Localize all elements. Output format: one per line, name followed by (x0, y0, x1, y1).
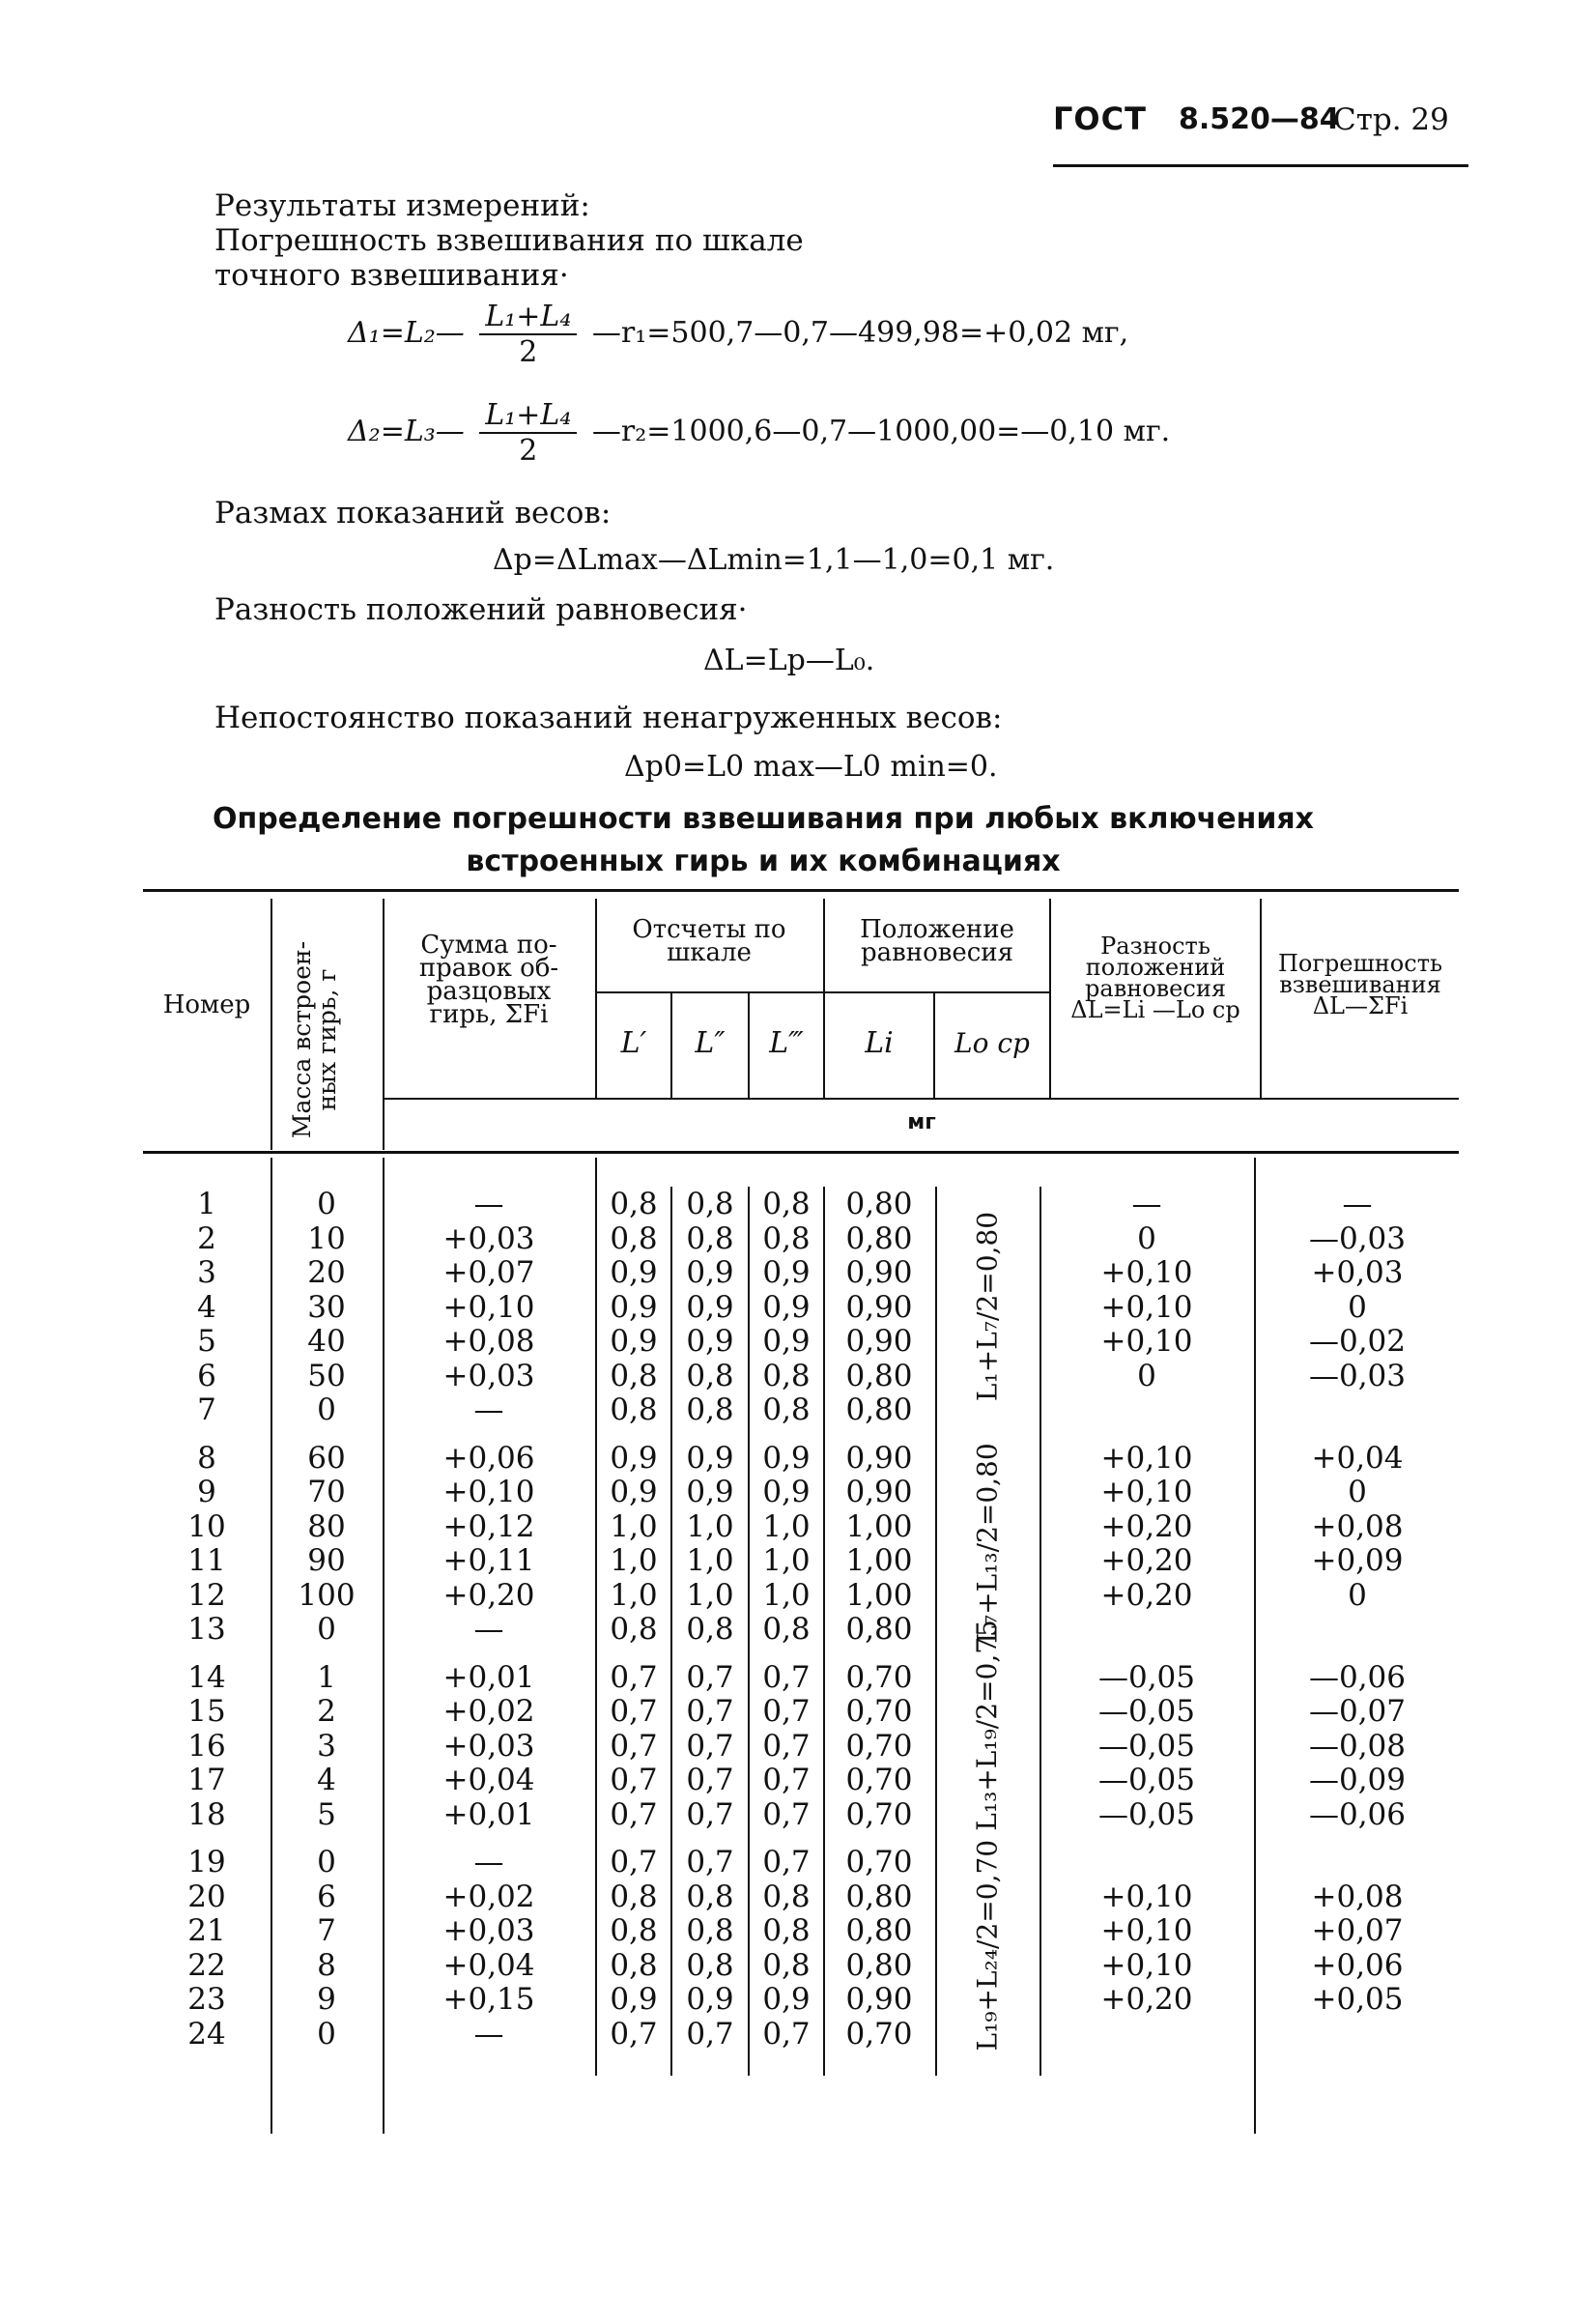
diff-equation: ΔL=Lp—L₀. (703, 644, 875, 677)
table-cell-li: 0,90 (845, 1475, 913, 1509)
table-cell-n: 23 (187, 1982, 226, 2017)
table-cell-c: 0,7 (762, 1763, 811, 1797)
table-cell-li: 0,80 (845, 1947, 913, 1983)
table-cell-a: 0,9 (610, 1440, 658, 1476)
table-cell-d (1043, 2017, 1250, 2051)
table-cell-d: —0,05 (1097, 1694, 1196, 1729)
header-l2: L″ (695, 1026, 726, 1060)
table-cell-a: 0,9 (610, 1982, 658, 2017)
eq1-fraction (479, 300, 577, 369)
header-mass: Масса встроен- ных гирь, г (288, 940, 341, 1139)
table-cell-a: 0,8 (610, 1358, 658, 1393)
table-cell-b: 0,9 (686, 1255, 734, 1290)
table-cell-m: 10 (307, 1220, 346, 1256)
table-cell-n: 24 (187, 2016, 226, 2051)
table-cell-e: —0,06 (1308, 1659, 1407, 1695)
table-cell-n: 17 (187, 1763, 226, 1797)
eq1-rhs: —r₁=500,7—0,7—499,98=+0,02 мг, (591, 316, 1129, 350)
table-cell-m: 0 (317, 1392, 336, 1427)
table-cell-m: 0 (317, 1845, 336, 1879)
table-cell-s: +0,02 (442, 1694, 535, 1729)
page-header (1053, 100, 1468, 167)
table-cell-e: +0,03 (1311, 1255, 1404, 1290)
table-cell-li: 0,70 (845, 1728, 913, 1764)
table-cell-c: 0,9 (762, 1475, 811, 1509)
table-cell-n: 16 (187, 1728, 226, 1764)
diff-label: Разность положений равновесия· (214, 592, 748, 627)
table-cell-e: +0,08 (1311, 1508, 1404, 1544)
table-cell-m: 2 (317, 1694, 336, 1729)
table-cell-m: 100 (298, 1577, 356, 1613)
table-cell-s: +0,03 (442, 1220, 535, 1256)
table-cell-n: 14 (187, 1659, 226, 1695)
table-cell-a: 0,9 (610, 1475, 658, 1509)
header-error: Погрешность взвешивания ΔL—ΣFi (1277, 950, 1443, 1019)
error-line1: Погрешность взвешивания по шкале (214, 223, 804, 258)
gost-number: 8.520—84 (1179, 102, 1340, 136)
table-cell-e: —0,09 (1308, 1763, 1407, 1797)
table-cell-s: +0,11 (442, 1543, 535, 1578)
table-cell-s: +0,06 (442, 1440, 535, 1476)
table-cell-m: 40 (307, 1324, 346, 1359)
table-cell-c: 0,8 (762, 1879, 811, 1914)
table-cell-c: 0,8 (762, 1947, 811, 1983)
table-cell-s: — (473, 2016, 504, 2051)
header-readings: Отсчеты по шкале (632, 915, 786, 967)
table-cell-c: 0,7 (762, 1845, 811, 1879)
table-cell-m: 3 (317, 1728, 336, 1764)
table-cell-d: +0,20 (1100, 1577, 1193, 1613)
table-cell-c: 0,9 (762, 1289, 811, 1325)
table-cell-d: —0,05 (1097, 1796, 1196, 1832)
table-cell-e (1256, 1845, 1459, 1879)
table-cell-c: 0,8 (762, 1612, 811, 1647)
table-cell-d: +0,20 (1100, 1982, 1193, 2017)
table-cell-c: 0,7 (762, 1694, 811, 1729)
table-cell-e (1256, 1612, 1459, 1647)
header-li: Li (865, 1026, 894, 1060)
range-label: Размах показаний весов: (214, 496, 612, 531)
eq2-lhs: Δ₂=L₃— (348, 415, 465, 448)
table-cell-li: 1,00 (845, 1577, 913, 1613)
table-cell-b: 0,9 (686, 1289, 734, 1325)
equilibrium-bracket: L₁+L₇/2=0,80 (971, 1212, 1003, 1402)
table-cell-c: 0,7 (762, 1796, 811, 1832)
page-number: Стр. 29 (1333, 102, 1449, 137)
col-sep-2 (383, 1158, 385, 2134)
equilibrium-bracket: L₁₉+L₂₄/2=0,70 (971, 1839, 1003, 2051)
table-cell-e: +0,07 (1311, 1913, 1404, 1948)
table-cell-d: 0 (1137, 1358, 1156, 1393)
table-cell-n: 19 (187, 1845, 226, 1879)
table-cell-d: —0,05 (1097, 1659, 1196, 1695)
table-cell-c: 0,8 (762, 1392, 811, 1427)
table-cell-n: 9 (197, 1475, 216, 1509)
table-cell-n: 2 (197, 1220, 216, 1256)
table-cell-s: +0,03 (442, 1913, 535, 1948)
table-cell-s: +0,04 (442, 1763, 535, 1797)
table-cell-d: +0,10 (1100, 1324, 1193, 1359)
table-cell-d: +0,10 (1100, 1947, 1193, 1983)
table-cell-m: 5 (317, 1796, 336, 1832)
eq2-fraction (479, 398, 577, 468)
table-cell-s: +0,12 (442, 1508, 535, 1544)
table-cell-d (1043, 1612, 1250, 1647)
table-cell-li: 0,80 (845, 1913, 913, 1948)
table-cell-s: +0,01 (442, 1659, 535, 1695)
table-cell-a: 0,8 (610, 1612, 658, 1647)
table-cell-b: 0,9 (686, 1475, 734, 1509)
col-sep-1h (271, 899, 272, 1150)
table-cell-b: 0,8 (686, 1187, 734, 1221)
table-cell-m: 9 (317, 1982, 336, 2017)
table-title-line2: встроенных гирь и их комбинациях (466, 845, 1061, 878)
table-cell-n: 3 (197, 1255, 216, 1290)
table-cell-b: 0,8 (686, 1913, 734, 1948)
table-cell-n: 6 (197, 1358, 216, 1393)
table-cell-e: 0 (1348, 1289, 1367, 1325)
table-cell-a: 0,9 (610, 1255, 658, 1290)
table-cell-li: 0,80 (845, 1612, 913, 1647)
table-cell-n: 10 (187, 1508, 226, 1544)
table-cell-e: — (1342, 1187, 1373, 1221)
table-cell-s: — (473, 1612, 504, 1647)
table-cell-a: 0,8 (610, 1392, 658, 1427)
table-cell-b: 0,7 (686, 2016, 734, 2051)
table-cell-n: 18 (187, 1796, 226, 1832)
table-cell-li: 0,70 (845, 1694, 913, 1729)
table-cell-li: 0,90 (845, 1289, 913, 1325)
table-cell-m: 6 (317, 1879, 336, 1914)
gost-label: ГОСТ (1053, 100, 1147, 137)
table-cell-n: 11 (187, 1543, 226, 1578)
table-cell-d (1043, 1845, 1250, 1879)
table-cell-b: 1,0 (686, 1543, 734, 1578)
table-cell-b: 0,7 (686, 1796, 734, 1832)
table-cell-n: 13 (187, 1612, 226, 1647)
table-cell-a: 0,7 (610, 1796, 658, 1832)
table-cell-b: 1,0 (686, 1508, 734, 1544)
table-cell-m: 60 (307, 1440, 346, 1476)
table-cell-c: 0,9 (762, 1982, 811, 2017)
eq1-num: L₁+L₄ (479, 300, 577, 335)
table-top-rule (143, 889, 1459, 892)
unit-rule (385, 1098, 1459, 1100)
table-cell-e: —0,08 (1308, 1728, 1407, 1764)
table-cell-c: 0,7 (762, 2016, 811, 2051)
table-cell-b: 1,0 (686, 1577, 734, 1613)
eq1-den: 2 (519, 335, 538, 369)
table-cell-a: 1,0 (610, 1508, 658, 1544)
table-cell-d: 0 (1137, 1220, 1156, 1256)
eq1-lhs: Δ₁=L₂— (348, 316, 465, 350)
table-cell-b: 0,9 (686, 1440, 734, 1476)
table-cell-a: 0,8 (610, 1913, 658, 1948)
table-cell-m: 4 (317, 1763, 336, 1797)
table-cell-s: — (473, 1187, 504, 1221)
eq2-den: 2 (519, 434, 538, 468)
table-cell-n: 1 (197, 1187, 216, 1221)
table-cell-b: 0,7 (686, 1659, 734, 1695)
table-cell-e: 0 (1348, 1475, 1367, 1509)
table-cell-d: — (1131, 1187, 1162, 1221)
header-number: Номер (162, 990, 251, 1019)
table-cell-b: 0,8 (686, 1358, 734, 1393)
table-cell-a: 0,8 (610, 1220, 658, 1256)
table-cell-a: 0,7 (610, 2016, 658, 2051)
table-cell-n: 7 (197, 1392, 216, 1427)
table-cell-a: 0,7 (610, 1728, 658, 1764)
table-cell-c: 1,0 (762, 1543, 811, 1578)
table-cell-m: 20 (307, 1255, 346, 1290)
table-cell-c: 0,9 (762, 1324, 811, 1359)
table-cell-s: +0,07 (442, 1255, 535, 1290)
table-cell-a: 0,7 (610, 1659, 658, 1695)
table-cell-li: 1,00 (845, 1543, 913, 1578)
table-cell-m: 8 (317, 1947, 336, 1983)
results-label: Результаты измерений: (214, 188, 590, 223)
table-cell-c: 0,8 (762, 1220, 811, 1256)
table-cell-b: 0,9 (686, 1982, 734, 2017)
header-diff: Разность положений равновесия ΔL=Li —Lо ср (1070, 932, 1240, 1023)
table-cell-li: 0,90 (845, 1255, 913, 1290)
table-cell-s: +0,02 (442, 1879, 535, 1914)
table-cell-d: +0,10 (1100, 1879, 1193, 1914)
table-cell-b: 0,7 (686, 1728, 734, 1764)
equilibrium-bracket: L₇+L₁₃/2=0,80 (971, 1443, 1003, 1644)
table-cell-e: +0,08 (1311, 1879, 1404, 1914)
table-cell-li: 0,90 (845, 1440, 913, 1476)
eq2-num: L₁+L₄ (479, 398, 577, 434)
table-cell-li: 0,70 (845, 1659, 913, 1695)
header-unit: мг (907, 1110, 936, 1134)
table-cell-e (1256, 1392, 1459, 1427)
table-cell-s: +0,04 (442, 1947, 535, 1983)
table-cell-a: 0,7 (610, 1694, 658, 1729)
table-cell-m: 1 (317, 1659, 336, 1695)
table-cell-b: 0,8 (686, 1879, 734, 1914)
table-cell-s: +0,10 (442, 1289, 535, 1325)
table-cell-s: +0,08 (442, 1324, 535, 1359)
table-cell-li: 0,90 (845, 1982, 913, 2017)
eq2-rhs: —r₂=1000,6—0,7—1000,00=—0,10 мг. (591, 415, 1171, 448)
table-cell-a: 0,8 (610, 1947, 658, 1983)
table-cell-d: +0,20 (1100, 1543, 1193, 1578)
table-cell-a: 1,0 (610, 1577, 658, 1613)
table-cell-s: +0,03 (442, 1358, 535, 1393)
table-cell-li: 0,70 (845, 1845, 913, 1879)
table-cell-b: 0,8 (686, 1220, 734, 1256)
table-cell-li: 0,90 (845, 1324, 913, 1359)
table-cell-d: —0,05 (1097, 1728, 1196, 1764)
table-cell-b: 0,8 (686, 1612, 734, 1647)
header-locp: Lо ср (954, 1027, 1030, 1059)
table-cell-m: 30 (307, 1289, 346, 1325)
table-cell-m: 70 (307, 1475, 346, 1509)
table-cell-c: 0,8 (762, 1913, 811, 1948)
table-cell-b: 0,7 (686, 1845, 734, 1879)
table-cell-li: 0,80 (845, 1392, 913, 1427)
table-cell-c: 0,8 (762, 1187, 811, 1221)
table-cell-n: 8 (197, 1440, 216, 1476)
table-cell-e: —0,02 (1308, 1324, 1407, 1359)
table-cell-d: +0,10 (1100, 1913, 1193, 1948)
table-cell-c: 1,0 (762, 1577, 811, 1613)
table-cell-e: +0,05 (1311, 1982, 1404, 2017)
table-cell-m: 80 (307, 1508, 346, 1544)
table-cell-d: +0,10 (1100, 1475, 1193, 1509)
header-l3: L‴ (769, 1026, 804, 1060)
equation-delta1 (348, 300, 1128, 369)
table-cell-e: —0,06 (1308, 1796, 1407, 1832)
table-cell-a: 0,8 (610, 1879, 658, 1914)
table-cell-s: — (473, 1392, 504, 1427)
table-cell-d: +0,10 (1100, 1289, 1193, 1325)
table-cell-s: — (473, 1845, 504, 1879)
table-cell-li: 1,00 (845, 1508, 913, 1544)
table-cell-m: 0 (317, 1612, 336, 1647)
table-cell-b: 0,8 (686, 1947, 734, 1983)
table-cell-e: —0,03 (1308, 1220, 1407, 1256)
table-cell-m: 90 (307, 1543, 346, 1578)
equilibrium-bracket: L₁₃+L₁₉/2=0,75 (971, 1620, 1003, 1831)
table-cell-s: +0,20 (442, 1577, 535, 1613)
table-cell-e: 0 (1348, 1577, 1367, 1613)
range-equation: Δp=ΔLmax—ΔLmin=1,1—1,0=0,1 мг. (493, 543, 1055, 577)
table-cell-m: 50 (307, 1358, 346, 1393)
table-cell-d: —0,05 (1097, 1763, 1196, 1797)
table-cell-b: 0,7 (686, 1694, 734, 1729)
header-equilibrium: Положение равновесия (860, 915, 1014, 967)
table-cell-a: 0,7 (610, 1845, 658, 1879)
table-cell-n: 21 (187, 1913, 226, 1948)
header-sum-corrections: Сумма по- правок об- разцовых гирь, ΣFi (418, 931, 559, 1029)
table-cell-e: —0,03 (1308, 1358, 1407, 1393)
table-cell-s: +0,01 (442, 1796, 535, 1832)
equation-delta2 (348, 398, 1170, 468)
instab-label: Непостоянство показаний ненагруженных весов: (214, 701, 1003, 735)
table-cell-n: 4 (197, 1289, 216, 1325)
table-cell-n: 20 (187, 1879, 226, 1914)
table-cell-n: 5 (197, 1324, 216, 1359)
table-cell-a: 0,9 (610, 1324, 658, 1359)
table-cell-e: +0,09 (1311, 1543, 1404, 1578)
table-cell-li: 0,80 (845, 1187, 913, 1221)
table-cell-m: 7 (317, 1913, 336, 1948)
table-cell-c: 0,7 (762, 1659, 811, 1695)
table-cell-d: +0,10 (1100, 1440, 1193, 1476)
table-cell-c: 0,9 (762, 1440, 811, 1476)
table-cell-d: +0,10 (1100, 1255, 1193, 1290)
table-cell-li: 0,80 (845, 1220, 913, 1256)
table-cell-e: —0,07 (1308, 1694, 1407, 1729)
table-cell-a: 0,9 (610, 1289, 658, 1325)
col-sep-7b (1040, 1187, 1041, 2076)
header-l1: L′ (620, 1026, 647, 1060)
table-cell-a: 1,0 (610, 1543, 658, 1578)
table-cell-c: 1,0 (762, 1508, 811, 1544)
table-cell-n: 12 (187, 1577, 226, 1613)
table-cell-li: 0,80 (845, 1358, 913, 1393)
table-cell-li: 0,80 (845, 1879, 913, 1914)
table-cell-e (1256, 2017, 1459, 2051)
table-cell-c: 0,9 (762, 1255, 811, 1290)
table-cell-m: 0 (317, 2016, 336, 2051)
table-cell-s: +0,15 (442, 1982, 535, 2017)
table-cell-c: 0,8 (762, 1358, 811, 1393)
table-cell-b: 0,8 (686, 1392, 734, 1427)
table-cell-n: 15 (187, 1694, 226, 1729)
col-sep-7 (935, 1187, 937, 2076)
table-cell-d (1043, 1392, 1250, 1427)
table-cell-a: 0,8 (610, 1187, 658, 1221)
table-cell-e: +0,06 (1311, 1947, 1404, 1983)
table-cell-s: +0,03 (442, 1728, 535, 1764)
table-cell-n: 22 (187, 1947, 226, 1983)
table-cell-b: 0,7 (686, 1763, 734, 1797)
table-cell-s: +0,10 (442, 1475, 535, 1509)
table-title-line1: Определение погрешности взвешивания при любых включениях (213, 802, 1314, 836)
table-cell-d: +0,20 (1100, 1508, 1193, 1544)
table-cell-e: +0,04 (1311, 1440, 1404, 1476)
table-cell-m: 0 (317, 1187, 336, 1221)
error-line2: точного взвешивания· (214, 258, 569, 293)
table-cell-b: 0,9 (686, 1324, 734, 1359)
instab-equation: Δp0=L0 max—L0 min=0. (624, 750, 998, 784)
table-cell-li: 0,70 (845, 1796, 913, 1832)
table-cell-a: 0,7 (610, 1763, 658, 1797)
table-cell-c: 0,7 (762, 1728, 811, 1764)
table-cell-li: 0,70 (845, 1763, 913, 1797)
table-cell-li: 0,70 (845, 2016, 913, 2051)
